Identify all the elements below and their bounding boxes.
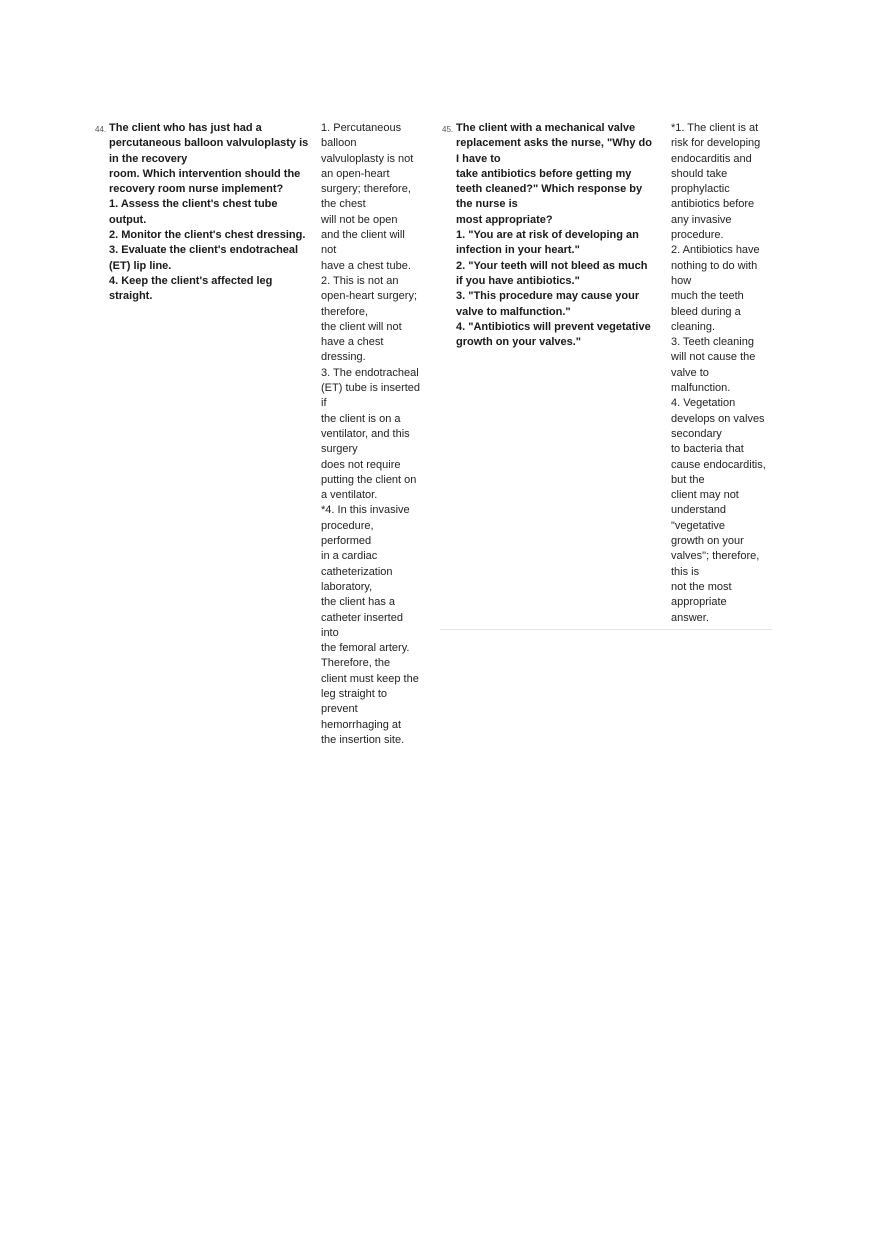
rationale-line: if — [321, 397, 327, 410]
rationale-line: hemorrhaging at — [321, 718, 402, 731]
rationale-line: antibiotics before — [671, 198, 755, 211]
stem-line: room. Which intervention should the — [109, 167, 301, 180]
question-number: 45. — [442, 125, 454, 134]
rationale-line: valves"; therefore, — [671, 550, 760, 563]
stem-line: percutaneous balloon valvuloplasty is — [109, 137, 309, 150]
rationale-line: 1. Percutaneous — [321, 122, 402, 134]
rationale-line: understand — [671, 504, 727, 517]
rationale-line: to bacteria that — [671, 443, 744, 456]
rationale-line: surgery; therefore, — [321, 183, 411, 196]
rationale-line: but the — [671, 473, 705, 486]
rationale-line: develops on valves — [671, 412, 765, 425]
rationale-line: the client has a — [321, 596, 395, 609]
option-line: valve to malfunction." — [456, 305, 571, 318]
rationale-line: Therefore, the — [321, 657, 391, 670]
rationale-line: how — [671, 274, 692, 287]
option-line: (ET) lip line. — [109, 259, 172, 272]
option-line: 3. "This procedure may cause your — [456, 290, 640, 303]
rationale-44 — [321, 121, 429, 748]
stem-line: take antibiotics before getting my — [456, 167, 632, 180]
rationale-line: will not be open — [321, 213, 398, 226]
rationale-line: much the teeth — [671, 290, 744, 303]
stem-line: most appropriate? — [456, 213, 553, 226]
rationale-line: in a cardiac — [321, 550, 378, 563]
stem-line: the nurse is — [456, 198, 518, 211]
rationale-line: balloon — [321, 137, 357, 150]
rationale-line: cleaning. — [671, 320, 716, 333]
rationale-line: risk for developing — [671, 137, 761, 150]
rationale-line: bleed during a — [671, 305, 741, 318]
rationale-line: catheter inserted — [321, 611, 403, 624]
rationale-line: and the client will — [321, 229, 405, 242]
rationale-line: "vegetative — [671, 519, 726, 532]
rationale-line: the client will not — [321, 320, 402, 333]
rationale-line: performed — [321, 535, 372, 548]
question-stem-and-options — [109, 121, 311, 305]
rationale-line: valve to — [671, 366, 709, 379]
question-45 — [442, 121, 658, 350]
rationale-line: *1. The client is at — [671, 122, 759, 134]
option-line: output. — [109, 213, 147, 226]
option-line: if you have antibiotics." — [456, 274, 580, 287]
rationale-line: laboratory, — [321, 580, 373, 593]
rationale-line: 2. Antibiotics have — [671, 244, 760, 257]
rationale-line: 3. Teeth cleaning — [671, 336, 754, 349]
rationale-line: growth on your — [671, 535, 744, 548]
question-stem-and-options — [456, 121, 658, 350]
rationale-line: leg straight to — [321, 687, 388, 700]
rationale-line: ventilator, and this — [321, 427, 410, 440]
rationale-line: procedure. — [671, 229, 724, 242]
rationale-line: the femoral artery. — [321, 642, 410, 655]
rationale-line: a ventilator. — [321, 489, 378, 502]
rationale-line: the chest — [321, 198, 366, 211]
rationale-line: will not cause the — [671, 351, 756, 364]
rationale-line: does not require — [321, 458, 401, 471]
stem-line: teeth cleaned?" Which response by — [456, 183, 643, 196]
rationale-line: *4. In this invasive — [321, 504, 410, 517]
option-line: 1. "You are at risk of developing an — [456, 229, 639, 242]
option-line: infection in your heart." — [456, 244, 580, 257]
rationale-line: not — [321, 244, 337, 257]
option-line: 1. Assess the client's chest tube — [109, 198, 278, 211]
rationale-line: into — [321, 626, 339, 639]
rationale-line: putting the client on — [321, 473, 417, 486]
rationale-line: any invasive — [671, 213, 732, 226]
rationale-line: have a chest — [321, 336, 384, 349]
option-line: 4. Keep the client's affected leg — [109, 274, 273, 287]
row-divider — [440, 629, 772, 630]
rationale-line: answer. — [671, 611, 709, 624]
stem-line: replacement asks the nurse, "Why do — [456, 137, 652, 150]
rationale-line: should take — [671, 167, 728, 180]
rationale-line: cause endocarditis, — [671, 458, 766, 471]
rationale-line: the insertion site. — [321, 733, 405, 746]
stem-line: in the recovery — [109, 152, 188, 165]
stem-line: The client who has just had a — [109, 122, 262, 134]
rationale-line: prophylactic — [671, 183, 730, 196]
rationale-line: open-heart surgery; — [321, 290, 417, 303]
rationale-line: secondary — [671, 427, 722, 440]
rationale-line: 3. The endotracheal — [321, 366, 419, 379]
stem-line: I have to — [456, 152, 501, 165]
option-line: 4. "Antibiotics will prevent vegetative — [456, 320, 651, 333]
rationale-line: surgery — [321, 443, 358, 456]
option-line: growth on your valves." — [456, 336, 582, 349]
option-line: 2. Monitor the client's chest dressing. — [109, 229, 306, 242]
rationale-line: catheterization — [321, 565, 393, 578]
rationale-line: the client is on a — [321, 412, 401, 425]
question-44 — [95, 121, 311, 305]
option-line: straight. — [109, 290, 153, 303]
rationale-line: nothing to do with — [671, 259, 758, 272]
stem-line: recovery room nurse implement? — [109, 183, 284, 196]
rationale-line: not the most — [671, 580, 732, 593]
stem-line: The client with a mechanical valve — [456, 122, 636, 134]
rationale-line: therefore, — [321, 305, 369, 318]
question-number: 44. — [95, 125, 107, 134]
rationale-line: this is — [671, 565, 700, 578]
rationale-line: dressing. — [321, 351, 366, 364]
rationale-line: client may not — [671, 489, 739, 502]
rationale-line: valvuloplasty is not — [321, 152, 414, 165]
rationale-line: endocarditis and — [671, 152, 752, 165]
rationale-line: (ET) tube is inserted — [321, 382, 421, 395]
rationale-line: malfunction. — [671, 382, 731, 395]
rationale-line: an open-heart — [321, 167, 390, 180]
rationale-line: 2. This is not an — [321, 274, 399, 287]
rationale-45 — [671, 121, 779, 626]
rationale-line: client must keep the — [321, 672, 419, 685]
rationale-line: have a chest tube. — [321, 259, 411, 272]
rationale-line: appropriate — [671, 596, 727, 609]
rationale-line: prevent — [321, 703, 358, 716]
rationale-line: procedure, — [321, 519, 374, 532]
rationale-line: 4. Vegetation — [671, 397, 736, 410]
option-line: 2. "Your teeth will not bleed as much — [456, 259, 648, 272]
option-line: 3. Evaluate the client's endotracheal — [109, 244, 299, 257]
